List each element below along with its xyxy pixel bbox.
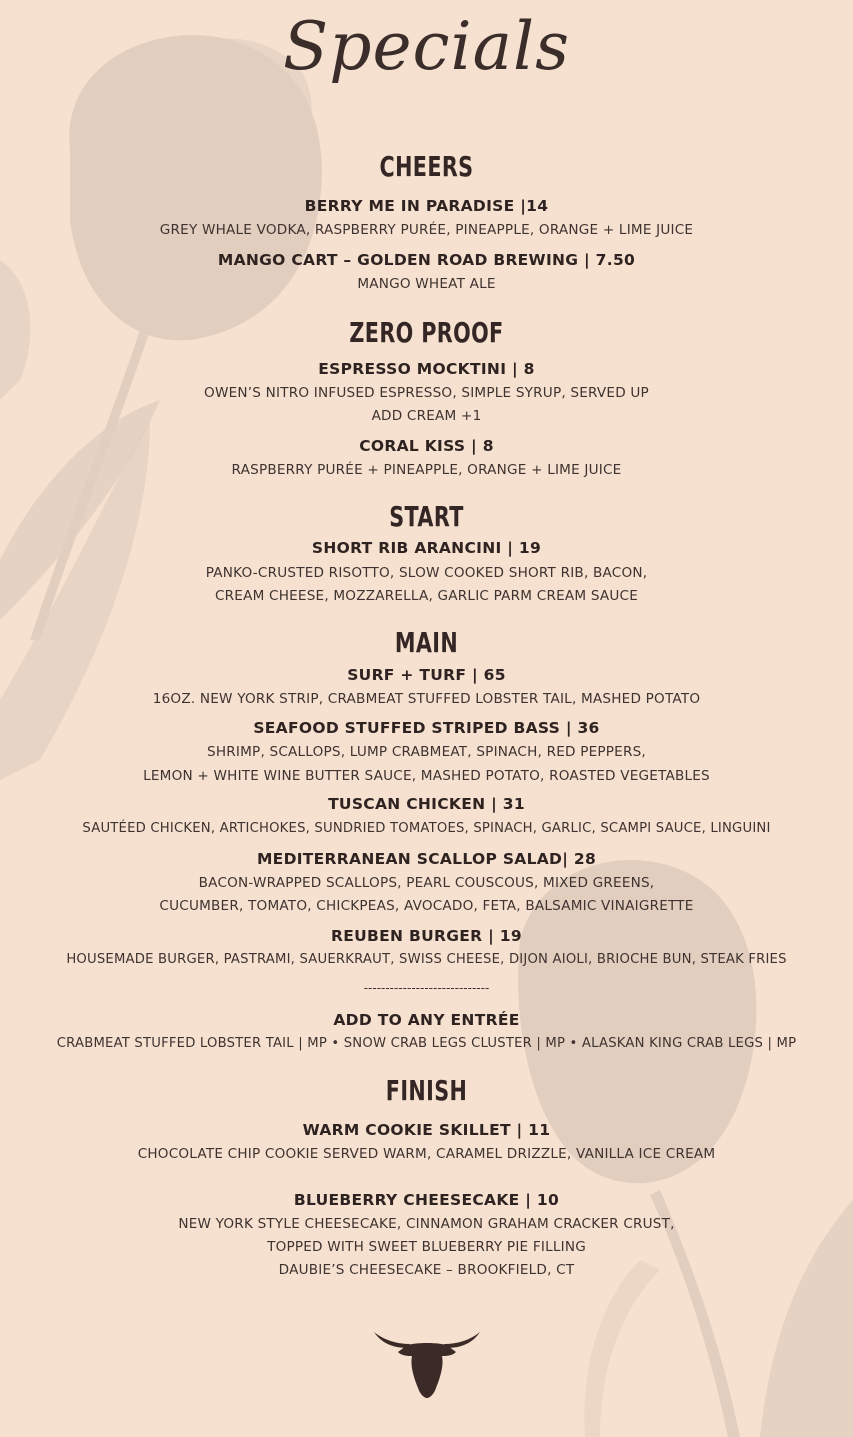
menu-item-description: SAUTÉED CHICKEN, ARTICHOKES, SUNDRIED TOMATOES, SPINACH, GARLIC, SCAMPI SAUCE, LINGUINI <box>82 821 771 836</box>
menu-item-description: LEMON + WHITE WINE BUTTER SAUCE, MASHED POTATO, ROASTED VEGETABLES <box>143 768 710 784</box>
section-heading-cheers: CHEERS <box>379 150 474 183</box>
add-on-list: CRABMEAT STUFFED LOBSTER TAIL | MP • SNOW CRAB LEGS CLUSTER | MP • ALASKAN KING CRAB LEGS | MP <box>56 1036 797 1051</box>
menu-item-description: 16OZ. NEW YORK STRIP, CRABMEAT STUFFED LOBSTER TAIL, MASHED POTATO <box>152 691 701 707</box>
menu-item-description: TOPPED WITH SWEET BLUEBERRY PIE FILLING <box>267 1239 586 1255</box>
menu-item-name: SEAFOOD STUFFED STRIPED BASS | 36 <box>253 719 600 737</box>
menu-item-description: SHRIMP, SCALLOPS, LUMP CRABMEAT, SPINACH, RED PEPPERS, <box>207 744 646 760</box>
section-heading-main: MAIN <box>394 626 459 659</box>
menu-item-name: MEDITERRANEAN SCALLOP SALAD| 28 <box>256 850 597 868</box>
menu-item-description: DAUBIE’S CHEESECAKE – BROOKFIELD, CT <box>278 1262 575 1278</box>
menu-item-description: CHOCOLATE CHIP COOKIE SERVED WARM, CARAMEL DRIZZLE, VANILLA ICE CREAM <box>137 1146 716 1162</box>
menu-item-description: CUCUMBER, TOMATO, CHICKPEAS, AVOCADO, FETA, BALSAMIC VINAIGRETTE <box>159 898 694 914</box>
menu-item-name: TUSCAN CHICKEN | 31 <box>328 795 525 813</box>
page-title: Specials <box>283 8 570 85</box>
menu-item-name: ESPRESSO MOCKTINI | 8 <box>318 360 535 378</box>
menu-item-description: RASPBERRY PURÉE + PINEAPPLE, ORANGE + LIME JUICE <box>231 462 622 478</box>
section-heading-zero-proof: ZERO PROOF <box>349 316 504 349</box>
bull-head-icon <box>372 1326 482 1400</box>
menu-item-description: OWEN’S NITRO INFUSED ESPRESSO, SIMPLE SYRUP, SERVED UP <box>204 385 649 401</box>
divider: ----------------------------- <box>363 981 490 995</box>
menu-item-description: HOUSEMADE BURGER, PASTRAMI, SAUERKRAUT, SWISS CHEESE, DIJON AIOLI, BRIOCHE BUN, STEAK FRIES <box>66 952 787 967</box>
menu-item-name: CORAL KISS | 8 <box>359 437 494 455</box>
section-heading-finish: FINISH <box>385 1074 468 1107</box>
menu-item-name: REUBEN BURGER | 19 <box>331 927 522 945</box>
menu-item-name: WARM COOKIE SKILLET | 11 <box>302 1121 551 1139</box>
menu-item-description: MANGO WHEAT ALE <box>357 276 496 292</box>
menu-item-description: PANKO-CRUSTED RISOTTO, SLOW COOKED SHORT RIB, BACON, <box>205 565 648 581</box>
menu-item-name: SHORT RIB ARANCINI | 19 <box>311 539 542 557</box>
logo <box>0 1326 853 1400</box>
add-on-heading: ADD TO ANY ENTRÉE <box>333 1011 520 1029</box>
menu-item-description: ADD CREAM +1 <box>371 408 482 424</box>
menu-item-description: CREAM CHEESE, MOZZARELLA, GARLIC PARM CREAM SAUCE <box>214 588 639 604</box>
menu-item-name: SURF + TURF | 65 <box>347 666 506 684</box>
menu-item-name: BLUEBERRY CHEESECAKE | 10 <box>293 1191 560 1209</box>
menu-item-name: BERRY ME IN PARADISE |14 <box>304 197 549 215</box>
menu-item-description: BACON-WRAPPED SCALLOPS, PEARL COUSCOUS, MIXED GREENS, <box>198 875 655 891</box>
menu-item-description: NEW YORK STYLE CHEESECAKE, CINNAMON GRAHAM CRACKER CRUST, <box>178 1216 675 1232</box>
menu-item-description: GREY WHALE VODKA, RASPBERRY PURÉE, PINEAPPLE, ORANGE + LIME JUICE <box>159 222 694 238</box>
section-heading-start: START <box>389 500 464 533</box>
menu-item-name: MANGO CART – GOLDEN ROAD BREWING | 7.50 <box>217 251 636 269</box>
